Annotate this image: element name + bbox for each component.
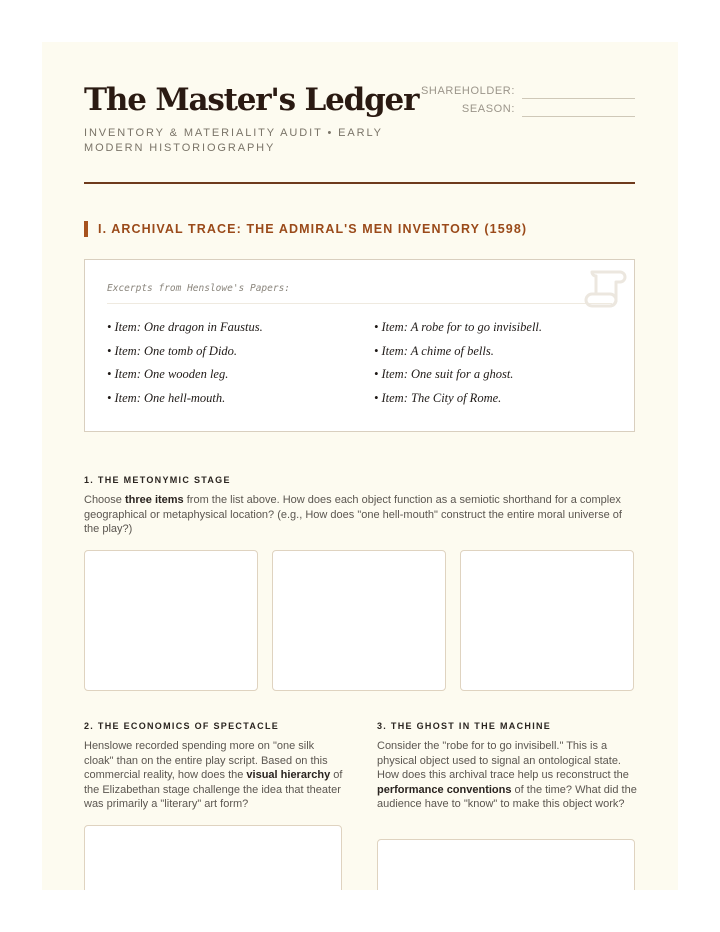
- inventory-item: • Item: The City of Rome.: [374, 391, 502, 405]
- question-3-heading: 3. THE GHOST IN THE MACHINE: [377, 721, 552, 731]
- inventory-item: • Item: One dragon in Faustus.: [107, 320, 263, 334]
- inventory-item: • Item: A chime of bells.: [374, 344, 494, 358]
- inventory-item: • Item: One hell-mouth.: [107, 391, 226, 405]
- shareholder-field[interactable]: [522, 98, 635, 99]
- season-label: SEASON:: [461, 103, 515, 115]
- worksheet-page: [42, 42, 678, 890]
- page-subtitle: INVENTORY & MATERIALITY AUDIT • EARLY MODERN HISTORIOGRAPHY: [84, 127, 383, 154]
- question-3-prompt: Consider the "robe for to go invisibell." This is a physical object used to signal an ontological state. How does this archival trace help us reconstruct the performance conventions of the time? What did the audience have to "know" to make this object work?: [377, 740, 637, 810]
- inventory-item: • Item: A robe for to go invisibell.: [374, 320, 543, 334]
- question-1-prompt: Choose three items from the list above. How does each object function as a semiotic shorthand for a complex geographical or metaphysical location? (e.g., How does "one hell-mouth" construct the entire moral universe of the play?): [84, 494, 622, 535]
- season-field[interactable]: [522, 116, 635, 117]
- section-accent-bar: [84, 221, 88, 237]
- inventory-divider: [107, 303, 612, 304]
- page-title: The Master's Ledger: [84, 82, 419, 118]
- shareholder-label: SHAREHOLDER:: [421, 85, 515, 97]
- question-2-prompt: Henslowe recorded spending more on "one silk cloak" than on the entire play script. Based on this commercial reality, how does the visual hierarchy of the Elizabethan stage challenge the idea that theater was primarily a "literary" art form?: [84, 740, 343, 810]
- answer-box-2[interactable]: [84, 825, 342, 890]
- scroll-icon: [582, 266, 630, 310]
- answer-box-1b[interactable]: [272, 550, 446, 691]
- answer-box-1c[interactable]: [460, 550, 634, 691]
- inventory-card: [84, 259, 635, 432]
- question-2-heading: 2. THE ECONOMICS OF SPECTACLE: [84, 721, 280, 731]
- answer-box-3[interactable]: [377, 839, 635, 890]
- inventory-item: • Item: One tomb of Dido.: [107, 344, 238, 358]
- answer-box-1a[interactable]: [84, 550, 258, 691]
- inventory-item: • Item: One suit for a ghost.: [374, 367, 514, 381]
- question-1-heading: 1. THE METONYMIC STAGE: [84, 475, 231, 485]
- section-title: I. ARCHIVAL TRACE: THE ADMIRAL'S MEN INVENTORY (1598): [98, 222, 528, 236]
- inventory-item: • Item: One wooden leg.: [107, 367, 229, 381]
- inventory-label: Excerpts from Henslowe's Papers:: [107, 283, 291, 294]
- header-divider: [84, 182, 635, 184]
